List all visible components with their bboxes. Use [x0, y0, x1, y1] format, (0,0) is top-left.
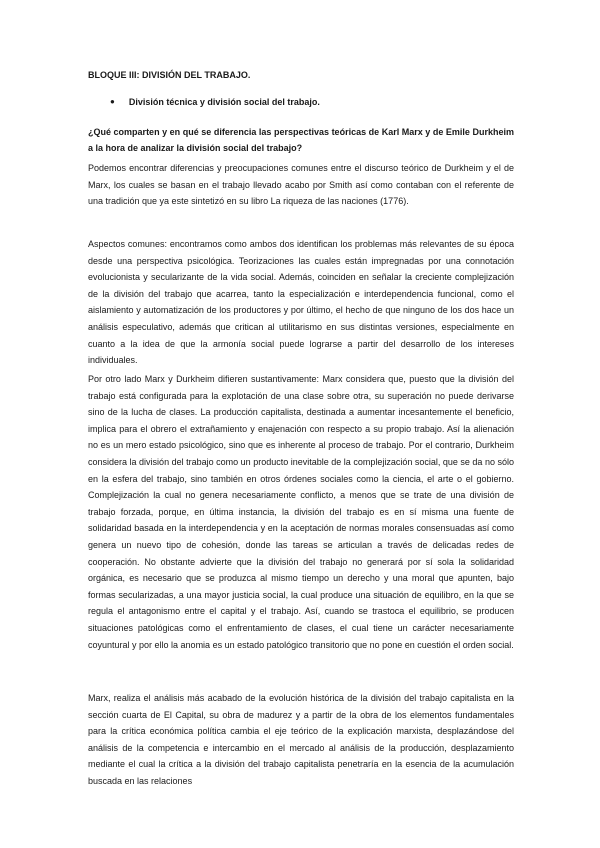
section-heading: BLOQUE III: DIVISIÓN DEL TRABAJO.	[88, 70, 251, 80]
paragraph-marx-analysis: Marx, realiza el análisis más acabado de la evolución histórica de la división del trabajo capitalista en la sección cuarta de El Capital, su obra de madurez y a partir de la obra de los elementos fundamentales para la crítica económica política cambia el eje teórico de la explicación marxista, desplazándose del análisis de la competencia e intercambio en el mercado al análisis de la producción, desplazamiento mediante el cual la crítica a la división del trabajo capitalista penetraría en la esencia de la acumulación buscada en las relaciones	[88, 693, 514, 786]
bullet-text: División técnica y división social del trabajo.	[128, 97, 320, 107]
paragraph-differences: Por otro lado Marx y Durkheim difieren sustantivamente: Marx considera que, puesto que la división del trabajo está configurada para la explotación de una clase sobre otra, su superación no puede derivarse sino de la lucha de clases. La producción capitalista, destinada a aumentar incesantemente el beneficio, implica para el obrero el extrañamiento y enajenación con respecto a su propio trabajo. Así la alienación no es un mero estado psicológico, sino que es inherente al proceso de trabajo. Por el contrario, Durkheim considera la división del trabajo como un producto inevitable de la complejización social, que se da no sólo en la esfera del trabajo, sino también en otros órdenes sociales como la ciencia, el arte o el gobierno. Complejización la cual no genera necesariamente conflicto, a menos que se trate de una división de trabajo forzada, porque, en última instancia, la división del trabajo es en sí misma una fuente de solidaridad basada en la interdependencia y en la aceptación de normas morales consensuadas así como genera un nuevo tipo de cohesión, donde las tareas se articulan a través de delicadas redes de cooperación. No obstante advierte que la división del trabajo no generará por sí sola la solidaridad orgánica, es necesario que se produzca al mismo tiempo un derecho y una moral que apunten, bajo formas secularizadas, a una mayor justicia social, la cual produce una situación de equilibro, en la que se regula el antagonismo entre el capital y el trabajo. Así, cuando se trastoca el equilibrio, se producen situaciones patológicas como el enfrentamiento de clases, el cual tiene un carácter necesariamente coyuntural y por ello la anomia es un estado patológico transitorio que no pone en cuestión el orden social.	[88, 374, 514, 650]
bullet-dot-icon: ●	[110, 97, 115, 106]
paragraph-common-aspects: Aspectos comunes: encontramos como ambos dos identifican los problemas más relevantes de su época desde una perspectiva psicológica. Teorizaciones las cuales están impregnadas por una connotación evolucionista y secularizante de la vida social. Además, coinciden en señalar la creciente complejización de la división del trabajo que acarrea, tanto la especialización e interdependencia funcional, como el aislamiento y automatización de los productores y por último, el hecho de que ninguno de los dos hace un análisis especulativo, además que critican al utilitarismo en sus distintas versiones, especialmente en cuanto a la idea de que la armonía social puede lograrse a partir del desarrollo de los intereses individuales.	[88, 239, 514, 366]
paragraph-intro: Podemos encontrar diferencias y preocupaciones comunes entre el discurso teórico de Durkheim y el de Marx, los cuales se basan en el trabajo llevado acabo por Smith así como contaban con el referente de una tradición que ya este sintetizó en su libro La riqueza de las naciones (1776).	[88, 163, 514, 207]
question-text: ¿Qué comparten y en qué se diferencia las perspectivas teóricas de Karl Marx y de Emile Durkheim a la hora de analizar la división social del trabajo?	[88, 127, 514, 153]
bullet-item	[110, 97, 320, 107]
